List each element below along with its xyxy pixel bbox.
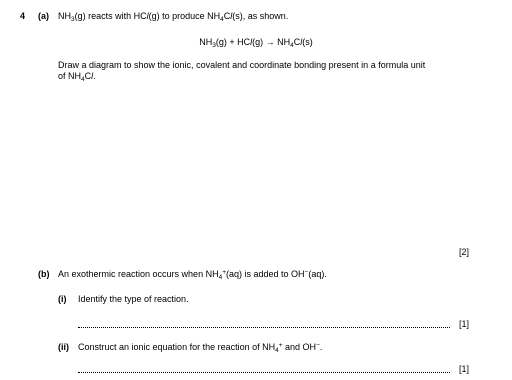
sub-i-text: Identify the type of reaction. xyxy=(78,294,189,304)
instruction-line-1: Draw a diagram to show the ionic, covalent and coordinate bonding present in a formula unit xyxy=(58,60,426,70)
part-a-instruction xyxy=(58,60,478,83)
part-a-stem: $NH_3(g)$ reacts with HCl(g) to produce $NH_4Cl(s)$, as shown. xyxy=(58,11,289,23)
sub-i-marks: [1] xyxy=(458,319,469,329)
sub-ii-marks: [1] xyxy=(458,364,469,374)
question-number: 4 xyxy=(20,11,26,21)
diagram-answer-area[interactable] xyxy=(58,90,470,235)
part-a-marks: [2] xyxy=(458,247,469,257)
sub-ii-answer-line[interactable] xyxy=(78,372,450,373)
part-b-stem: An exothermic reaction occurs when $NH_4^+(aq)$ is added to OH−(aq). xyxy=(58,269,327,281)
sub-i-answer-line[interactable] xyxy=(78,327,450,328)
part-b-label: (b) xyxy=(38,269,50,279)
reaction-equation: $NH_3(g) + HCl(g) \to NH_4Cl(s)$ xyxy=(199,37,313,49)
sub-ii-label: (ii) xyxy=(58,342,69,352)
sub-ii-text: Construct an ionic equation for the reaction of $NH_4^+$ and OH−. xyxy=(78,342,323,354)
instruction-line-2: of $NH_4Cl$. xyxy=(58,71,96,84)
sub-i-label: (i) xyxy=(58,294,67,304)
part-a-label: (a) xyxy=(38,11,49,21)
